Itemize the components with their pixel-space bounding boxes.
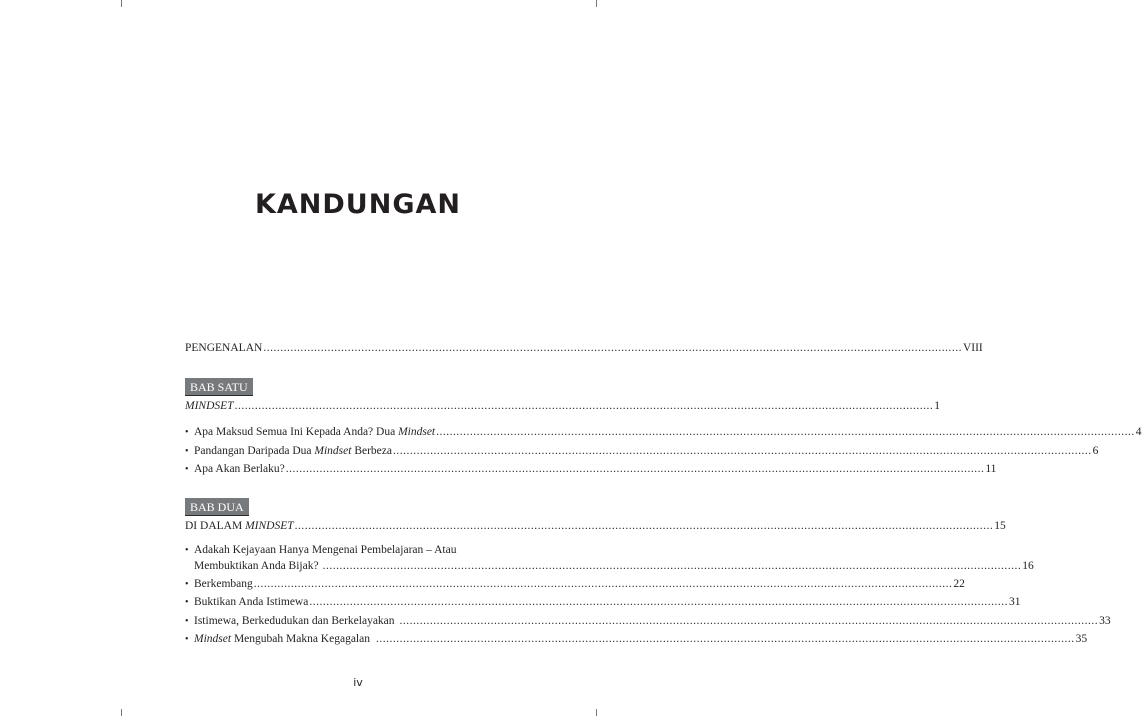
dot-leader bbox=[309, 593, 1008, 612]
toc-page-number: 33 bbox=[1099, 614, 1111, 627]
list-item[interactable]: • Apa Maksud Semua Ini Kepada Anda? Dua Mindset ..... 4 bbox=[185, 423, 491, 442]
bullet-icon: • bbox=[185, 634, 189, 645]
toc-page-number: VIII bbox=[962, 342, 983, 354]
toc-page-number: 35 bbox=[1075, 633, 1088, 645]
list-item[interactable]: • Pandangan Daripada Dua Mindset Berbeza ..... 6 bbox=[185, 442, 491, 461]
crop-mark-bottom-right bbox=[596, 709, 597, 716]
crop-mark-top-right bbox=[596, 0, 597, 7]
bullet-icon: • bbox=[185, 597, 189, 608]
bullet-icon: • bbox=[185, 615, 189, 627]
chapter-section-1 bbox=[185, 378, 1142, 479]
toc-page-number: 15 bbox=[994, 519, 1006, 532]
chapter-heading[interactable] bbox=[185, 518, 1006, 534]
list-item[interactable]: • Istimewa, Berkedudukan dan Berkelayakan ..... 33 bbox=[185, 612, 491, 631]
crop-mark-bottom-left bbox=[121, 709, 122, 716]
toc-page-number: 6 bbox=[1092, 444, 1099, 457]
dot-leader bbox=[235, 398, 934, 414]
chapter-badge: BAB SATU bbox=[185, 378, 253, 396]
dot-leader bbox=[263, 340, 962, 356]
toc-page-number: 22 bbox=[953, 577, 965, 590]
list-item[interactable]: • Berkembang ..... 22 bbox=[185, 575, 491, 594]
page-number: iv bbox=[353, 676, 363, 689]
chapter-items bbox=[185, 423, 1142, 479]
bullet-icon: • bbox=[185, 464, 189, 475]
dot-leader bbox=[436, 423, 1135, 442]
bullet-icon: • bbox=[185, 427, 189, 438]
page-title: KANDUNGAN bbox=[254, 189, 461, 220]
dot-leader bbox=[254, 575, 953, 594]
chapter-items bbox=[185, 543, 1111, 649]
toc-page-number: 11 bbox=[985, 463, 997, 475]
dot-leader bbox=[286, 460, 985, 479]
table-of-contents bbox=[185, 340, 1142, 649]
list-item[interactable]: • Mindset Mengubah Makna Kegagalan ..... 35 bbox=[185, 630, 491, 649]
dot-leader bbox=[400, 612, 1099, 631]
toc-page-number: 31 bbox=[1008, 596, 1021, 608]
bullet-icon: • bbox=[185, 544, 189, 556]
chapter-heading-label: MINDSET bbox=[185, 400, 234, 412]
dot-leader bbox=[376, 630, 1075, 649]
bullet-icon: • bbox=[185, 445, 189, 457]
crop-mark-top-left bbox=[121, 0, 122, 7]
chapter-badge: BAB DUA bbox=[185, 498, 249, 516]
toc-page-number: 16 bbox=[1022, 559, 1034, 572]
toc-page-number: 4 bbox=[1135, 426, 1142, 438]
dot-leader bbox=[323, 558, 1022, 575]
chapter-heading-label: DI DALAM MINDSET bbox=[185, 519, 294, 532]
dot-leader bbox=[295, 518, 994, 534]
toc-entry-intro[interactable] bbox=[185, 340, 983, 356]
list-item[interactable]: • Buktikan Anda Istimewa ..... 31 bbox=[185, 593, 491, 612]
toc-entry-label: PENGENALAN bbox=[185, 342, 263, 354]
list-item[interactable]: • Apa Akan Berlaku? ..... 11 bbox=[185, 460, 491, 479]
dot-leader bbox=[393, 442, 1092, 461]
chapter-section-2 bbox=[185, 498, 1111, 649]
list-item[interactable]: • Adakah Kejayaan Hanya Mengenai Pembelajaran – Atau Membuktikan Anda Bijak? ..... 16 bbox=[185, 543, 491, 575]
chapter-heading[interactable] bbox=[185, 398, 940, 414]
bullet-icon: • bbox=[185, 578, 189, 590]
toc-page-number: 1 bbox=[934, 400, 940, 412]
